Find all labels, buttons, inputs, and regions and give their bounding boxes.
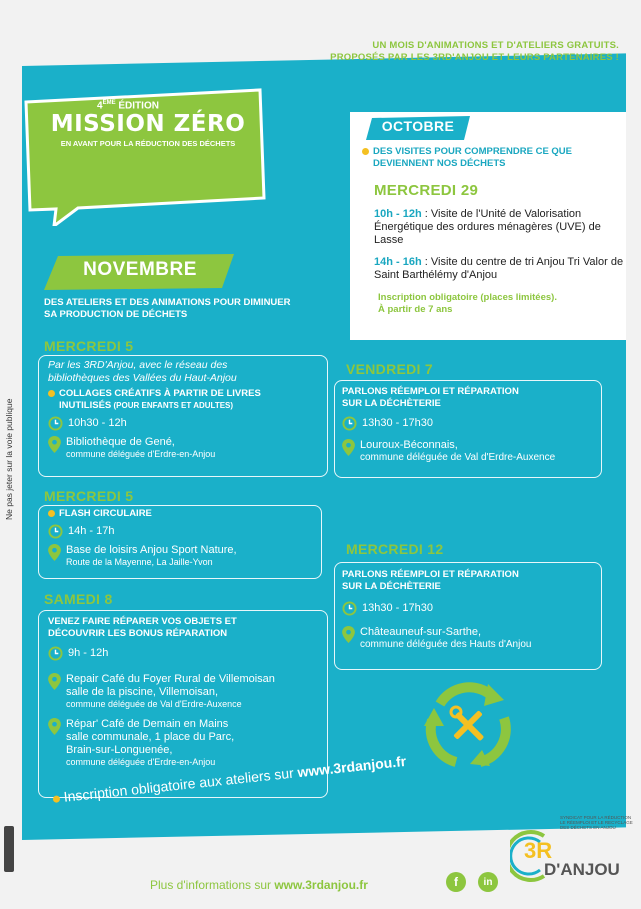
event5-place-sub: commune déléguée des Hauts d'Anjou — [360, 639, 532, 650]
event1-content: Par les 3RD'Anjou, avec le réseau des bibliothèques des Vallées du Haut-Anjou COLLAGES CRÉATIFS À PARTIR DE LIVRES INUTILISÉS (POUR ENFANTS ET ADULTES) 10h30 - 12h Bibliothèque de Gené, commune déléguée d'Erdre-en-Anjou — [48, 359, 261, 459]
november-tab-label: NOVEMBRE — [83, 259, 197, 280]
event2-day: MERCREDI 5 — [44, 488, 134, 504]
clock-icon — [48, 416, 63, 431]
location-pin-icon — [48, 436, 61, 453]
clock-icon — [48, 524, 63, 539]
october-visit-1: 10h - 12h : Visite de l'Unité de Valorisation Énergétique des ordures ménagères (UVE) de Lasse — [374, 208, 601, 246]
october-day: MERCREDI 29 — [374, 182, 479, 199]
location-pin-icon — [48, 544, 61, 561]
bullet-icon — [48, 510, 55, 517]
november-subtitle: DES ATELIERS ET DES ANIMATIONS POUR DIMINUER SA PRODUCTION DE DÉCHETS — [44, 297, 291, 320]
event3-place2: Répar' Café de Demain en Mains — [66, 718, 229, 730]
event4-time: 13h30 - 17h30 — [362, 417, 433, 429]
bubble-text — [30, 100, 266, 148]
event2-content: FLASH CIRCULAIRE 14h - 17h Base de loisirs Anjou Sport Nature, Route de la Mayenne, La Jaille-Yvon — [48, 508, 316, 568]
linkedin-icon[interactable]: in — [478, 872, 498, 892]
mission-zero-subtitle: EN AVANT POUR LA RÉDUCTION DES DÉCHETS — [60, 139, 236, 149]
more-info-url[interactable]: www.3rdanjou.fr — [274, 878, 368, 892]
location-pin-icon — [48, 718, 61, 735]
registration-line: Inscription obligatoire aux ateliers sur www.3rdanjou.fr — [52, 753, 407, 806]
location-pin-icon — [342, 439, 355, 456]
event5-content: PARLONS RÉEMPLOI ET RÉPARATION SUR LA DÉCHÈTERIE 13h30 - 17h30 Châteauneuf-sur-Sarthe, commune déléguée des Hauts d'Anjou — [342, 569, 532, 650]
event3-place2-l2: salle communale, 1 place du Parc, — [66, 731, 235, 743]
event4-content: PARLONS RÉEMPLOI ET RÉPARATION SUR LA DÉCHÈTERIE 13h30 - 17h30 Louroux-Béconnais, commune déléguée de Val d'Erdre-Auxence — [342, 386, 556, 463]
location-pin-icon — [48, 673, 61, 690]
header-tagline — [279, 40, 619, 64]
bullet-icon — [48, 390, 55, 397]
event4-place-sub: commune déléguée de Val d'Erdre-Auxence — [360, 452, 556, 463]
bullet-icon — [362, 148, 369, 155]
event3-place1-sub: commune déléguée de Val d'Erdre-Auxence — [66, 699, 242, 709]
event2-time: 14h - 17h — [68, 525, 115, 537]
october-tab-label: OCTOBRE — [381, 118, 455, 134]
tagline-line1: UN MOIS D'ANIMATIONS ET D'ATELIERS GRATUITS. — [372, 40, 619, 51]
event5-place: Châteauneuf-sur-Sarthe, — [360, 626, 482, 638]
event3-day: SAMEDI 8 — [44, 591, 113, 607]
october-subtitle: DES VISITES POUR COMPRENDRE CE QUE DEVIENNENT NOS DÉCHETS — [362, 146, 612, 170]
logo-name: D'ANJOU — [544, 860, 620, 879]
registration-url[interactable]: www.3rdanjou.fr — [296, 752, 407, 781]
clock-icon — [48, 646, 63, 661]
event5-day: MERCREDI 12 — [346, 541, 444, 557]
side-note: Ne pas jeter sur la voie publique — [4, 398, 14, 520]
recycle-tools-icon — [420, 680, 516, 770]
event1-day: MERCREDI 5 — [44, 338, 134, 354]
more-info: Plus d'informations sur www.3rdanjou.fr — [150, 878, 368, 892]
facebook-icon[interactable]: f — [446, 872, 466, 892]
event3-place2-sub: commune déléguée d'Erdre-en-Anjou — [66, 757, 216, 767]
clock-icon — [342, 601, 357, 616]
event3-place1-l2: salle de la piscine, Villemoisan, — [66, 686, 219, 698]
event2-place: Base de loisirs Anjou Sport Nature, — [66, 544, 237, 556]
recycling-label-icon — [4, 826, 14, 872]
event2-place-sub: Route de la Mayenne, La Jaille-Yvon — [66, 557, 213, 567]
location-pin-icon — [342, 626, 355, 643]
event3-content: VENEZ FAIRE RÉPARER VOS OBJETS ET DÉCOUVRIR LES BONUS RÉPARATION 9h - 12h Repair Café du Foyer Rural de Villemoisan salle de la piscine, Villemoisan, commune déléguée de Val d'Erdre-Auxence Répar' Café de Demain en Mains salle communale, 1 place du Parc, Brain-sur-Longuenée, commune déléguée d'Erdre-en-Anjou — [48, 616, 275, 767]
event1-place: Bibliothèque de Gené, — [66, 436, 175, 448]
event1-time: 10h30 - 12h — [68, 417, 127, 429]
event3-place1: Repair Café du Foyer Rural de Villemoisan — [66, 673, 275, 685]
event4-day: VENDREDI 7 — [346, 361, 434, 377]
event3-time: 9h - 12h — [68, 647, 109, 659]
tagline-line2: PROPOSÉS PAR LES 3RD'ANJOU ET LEURS PARTENAIRES ! — [330, 52, 619, 63]
mission-zero-title: MISSION ZÉRO — [50, 111, 246, 138]
logo-caption: SYNDICAT POUR LA RÉDUCTION LE RÉEMPLOI ET LE RECYCLAGE DES DÉCHETS EN ANJOU — [560, 815, 633, 830]
october-note: Inscription obligatoire (places limitées). À partir de 7 ans — [378, 292, 557, 315]
event1-place-sub: commune déléguée d'Erdre-en-Anjou — [66, 449, 216, 459]
edition-label: 4ÈME ÉDITION — [97, 100, 159, 112]
event5-time: 13h30 - 17h30 — [362, 602, 433, 614]
event4-place: Louroux-Béconnais, — [360, 439, 458, 451]
bullet-icon — [53, 795, 61, 803]
clock-icon — [342, 416, 357, 431]
event3-place2-l3: Brain-sur-Longuenée, — [66, 744, 173, 756]
logo-mark: 3R — [524, 838, 553, 863]
october-visit-2: 14h - 16h : Visite du centre de tri Anjou Tri Valor de Saint Barthélémy d'Anjou — [374, 256, 624, 281]
